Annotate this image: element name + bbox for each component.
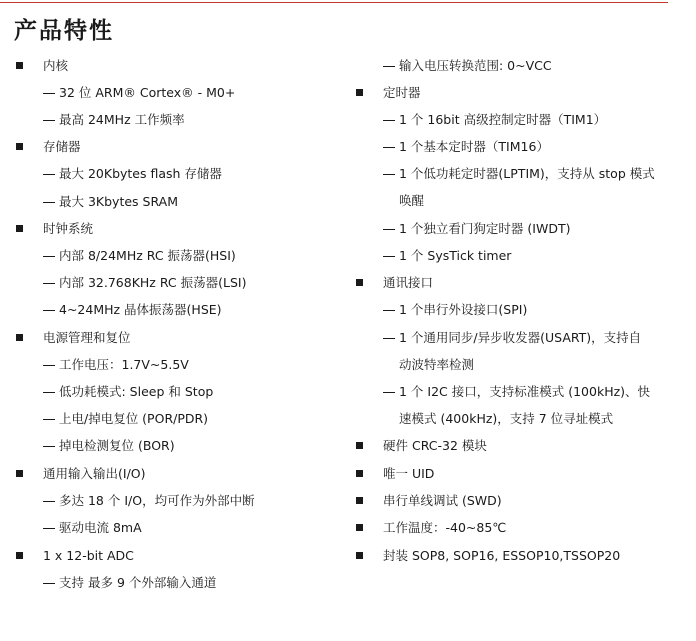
bullet-square-icon: [356, 497, 363, 504]
feature-text: 内部 32.768KHz RC 振荡器(LSI): [59, 275, 247, 290]
bullet-square-icon: [356, 524, 363, 531]
feature-text: 1 个 I2C 接口，支持标准模式 (100kHz)、快: [399, 384, 651, 399]
feature-text: 唯一 UID: [383, 466, 435, 481]
feature-text: 时钟系统: [43, 221, 94, 236]
feature-text: 电源管理和复位: [43, 330, 131, 345]
feature-text: 通讯接口: [383, 275, 434, 290]
feature-text: 支持 最多 9 个外部输入通道: [59, 575, 217, 590]
feature-text: 内部 8/24MHz RC 振荡器(HSI): [59, 248, 236, 263]
dash-icon: [43, 93, 55, 94]
bullet-square-icon: [16, 334, 23, 341]
header-rule: [0, 2, 668, 3]
bullet-square-icon: [16, 225, 23, 232]
feature-text: 32 位 ARM® Cortex® - M0+: [59, 85, 236, 100]
feature-text: 低功耗模式: Sleep 和 Stop: [59, 384, 214, 399]
feature-text: 1 个通用同步/异步收发器(USART)，支持自: [399, 330, 642, 345]
feature-text: 1 个低功耗定时器(LPTIM)，支持从 stop 模式: [399, 166, 655, 181]
dash-icon: [43, 419, 55, 420]
dash-icon: [383, 256, 395, 257]
dash-icon: [43, 256, 55, 257]
feature-text: 1 个基本定时器（TIM16）: [399, 139, 549, 154]
feature-text: 1 个 16bit 高级控制定时器（TIM1）: [399, 112, 607, 127]
feature-text: 工作电压：1.7V~5.5V: [59, 357, 189, 372]
feature-text: 1 个独立看门狗定时器 (IWDT): [399, 221, 571, 236]
feature-text: 输入电压转换范围: 0~VCC: [399, 58, 552, 73]
feature-text: 最大 3Kbytes SRAM: [59, 194, 178, 209]
bullet-square-icon: [16, 143, 23, 150]
feature-text: 4~24MHz 晶体振荡器(HSE): [59, 302, 222, 317]
feature-text: 掉电检测复位 (BOR): [59, 438, 175, 453]
feature-text: 上电/掉电复位 (POR/PDR): [59, 411, 209, 426]
dash-icon: [43, 365, 55, 366]
dash-icon: [43, 283, 55, 284]
feature-text: 存储器: [43, 139, 81, 154]
dash-icon: [383, 120, 395, 121]
feature-text: 唤醒: [399, 193, 425, 208]
dash-icon: [43, 528, 55, 529]
feature-text: 内核: [43, 58, 69, 73]
dash-icon: [383, 174, 395, 175]
dash-icon: [383, 310, 395, 311]
feature-text: 串行单线调试 (SWD): [383, 493, 502, 508]
feature-text: 多达 18 个 I/O，均可作为外部中断: [59, 493, 255, 508]
dash-icon: [43, 392, 55, 393]
bullet-square-icon: [356, 279, 363, 286]
feature-text: 封装 SOP8, SOP16, ESSOP10,TSSOP20: [383, 548, 621, 563]
bullet-square-icon: [356, 89, 363, 96]
feature-text: 硬件 CRC-32 模块: [383, 438, 487, 453]
dash-icon: [383, 147, 395, 148]
bullet-square-icon: [356, 442, 363, 449]
dash-icon: [383, 338, 395, 339]
dash-icon: [43, 501, 55, 502]
dash-icon: [43, 120, 55, 121]
feature-text: 通用输入输出(I/O): [43, 466, 146, 481]
bullet-square-icon: [16, 552, 23, 559]
dash-icon: [383, 392, 395, 393]
bullet-square-icon: [356, 552, 363, 559]
feature-text: 1 个 SysTick timer: [399, 248, 512, 263]
feature-text: 定时器: [383, 85, 421, 100]
bullet-square-icon: [16, 62, 23, 69]
dash-icon: [383, 229, 395, 230]
bullet-square-icon: [356, 470, 363, 477]
dash-icon: [383, 66, 395, 67]
dash-icon: [43, 174, 55, 175]
feature-text: 工作温度：-40~85℃: [383, 520, 507, 535]
dash-icon: [43, 583, 55, 584]
feature-text: 1 x 12-bit ADC: [43, 548, 134, 563]
dash-icon: [43, 202, 55, 203]
feature-text: 最大 20Kbytes flash 存储器: [59, 166, 222, 181]
feature-text: 1 个串行外设接口(SPI): [399, 302, 528, 317]
feature-text: 速模式 (400kHz)，支持 7 位寻址模式: [399, 411, 614, 426]
dash-icon: [43, 310, 55, 311]
page-title: 产品特性: [14, 18, 114, 44]
bullet-square-icon: [16, 470, 23, 477]
feature-text: 驱动电流 8mA: [59, 520, 142, 535]
feature-text: 动波特率检测: [399, 357, 475, 372]
dash-icon: [43, 446, 55, 447]
feature-text: 最高 24MHz 工作频率: [59, 112, 185, 127]
